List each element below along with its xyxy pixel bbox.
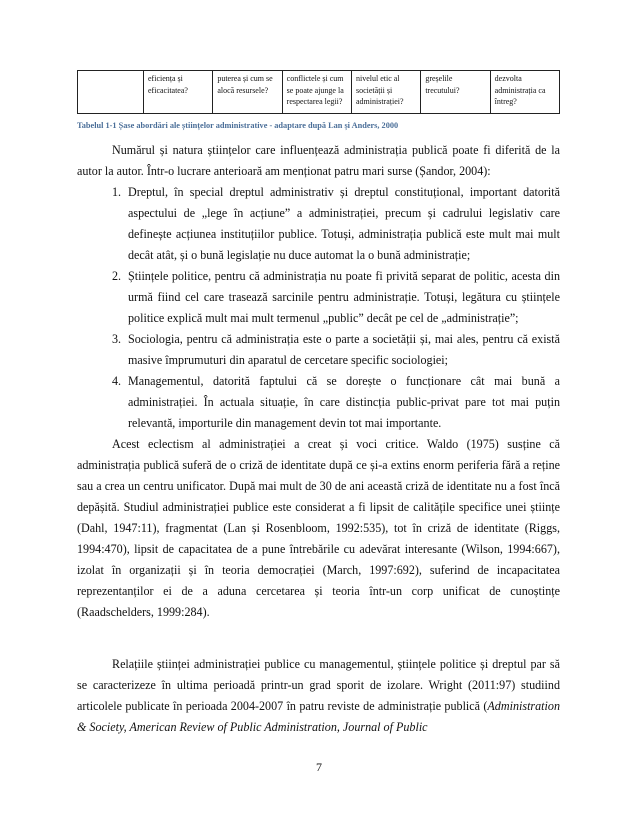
page-number: 7 — [316, 760, 322, 774]
list-number: 2. — [112, 269, 122, 283]
table-cell: conflictele și cum se poate ajunge la respectarea legii? — [282, 71, 351, 114]
list-number: 1. — [112, 185, 122, 199]
table-cell: dezvolta administrația ca întreg? — [490, 71, 559, 114]
table-cell: greșelile trecutului? — [421, 71, 490, 114]
approaches-table-fragment — [77, 70, 560, 114]
list-item — [77, 329, 560, 371]
list-item — [77, 182, 560, 266]
list-item-text: Managementul, datorită faptului că se dorește o funcționare cât mai bună a administrației. În actuala situație, în care distincția public-privat pare tot mai puțin relevantă, importurile din management devin tot mai importante. — [128, 374, 560, 430]
list-item-text: Sociologia, pentru că administrația este o parte a societății și, mai ales, pentru că există masive împrumuturi din aparatul de cercetare specific sociologiei; — [128, 332, 560, 367]
table-row — [78, 71, 560, 114]
list-item — [77, 371, 560, 434]
critique-paragraph — [77, 434, 560, 623]
paragraph-text: Acest eclectism al administrației a creat și voci critice. Waldo (1975) susține că administrația publică suferă de o criză de identitate după ce și-a extins enorm periferia fără a reține sau a crea un centru unificator. După mai mult de 30 de ani această criză de identitate nu a fost încă depășită. Studiul administrației publice este considerat a fi lipsit de calitățile specifice unei științe (Dahl, 1947:11), fragmentat (Lan și Rosenbloom, 1992:535), tot în criză de identitate (Riggs, 1994:470), lipsit de capacitatea de a pune întrebările cu adevărat interesante (Wilson, 1994:667), izolat în organizații și în teoria democrației (March, 1997:692), suferind de incapacitatea reprezentanților ei de a aduna cercetarea și teoria într-un corp unificat de cunoștințe (Raadschelders, 1999:284). — [77, 437, 560, 619]
table-caption: Tabelul 1-1 Șase abordări ale științelor administrative - adaptare după Lan și Anders, 2000 — [77, 121, 399, 130]
list-number: 3. — [112, 332, 122, 346]
relations-paragraph — [77, 654, 560, 738]
table-cell — [78, 71, 144, 114]
list-item-text: Științele politice, pentru că administrația nu poate fi privită separat de politic, acesta din urmă fiind cel care trasează sarcinile pentru administrație. Totuși, legătura cu științele politice explică mult mai mult termenul „public” decât pe cel de „administrație”; — [128, 269, 560, 325]
table-cell: puterea și cum se alocă resursele? — [213, 71, 282, 114]
paragraph-text: Numărul și natura științelor care influențează administrația publică poate fi diferită de la autor la autor. Într-o lucrare anterioară am menționat patru mari surse (Șandor, 2004): — [77, 143, 560, 178]
list-item-text: Dreptul, în special dreptul administrativ și dreptul constituțional, important datorită aspectului de „lege în acțiune” a administrației, precum și cadrului legislativ care definește acțiunea instituțiilor publice. Totuși, administrația publică este mult mai mult decât atât, și o bună legislație nu duce automat la o bună administrație; — [128, 185, 560, 262]
list-number: 4. — [112, 374, 122, 388]
journal-titles: Administration & Society, American Review of Public Administration, Journal of Public — [77, 699, 560, 734]
paragraph-text — [77, 654, 560, 738]
list-item — [77, 266, 560, 329]
table-cell: nivelul etic al societății și administrației? — [351, 71, 420, 114]
sources-list — [77, 182, 560, 434]
intro-paragraph — [77, 140, 560, 182]
paragraph-text-plain: Relațiile științei administrației publice cu managementul, științele politice și dreptul par să se caracterizeze în ultima perioadă printr-un grad sporit de izolare. Wright (2011:97) studiind articolele publicate în perioada 2004-2007 în patru reviste de administrație publică ( — [77, 657, 560, 713]
table-cell: eficiența și eficacitatea? — [144, 71, 213, 114]
